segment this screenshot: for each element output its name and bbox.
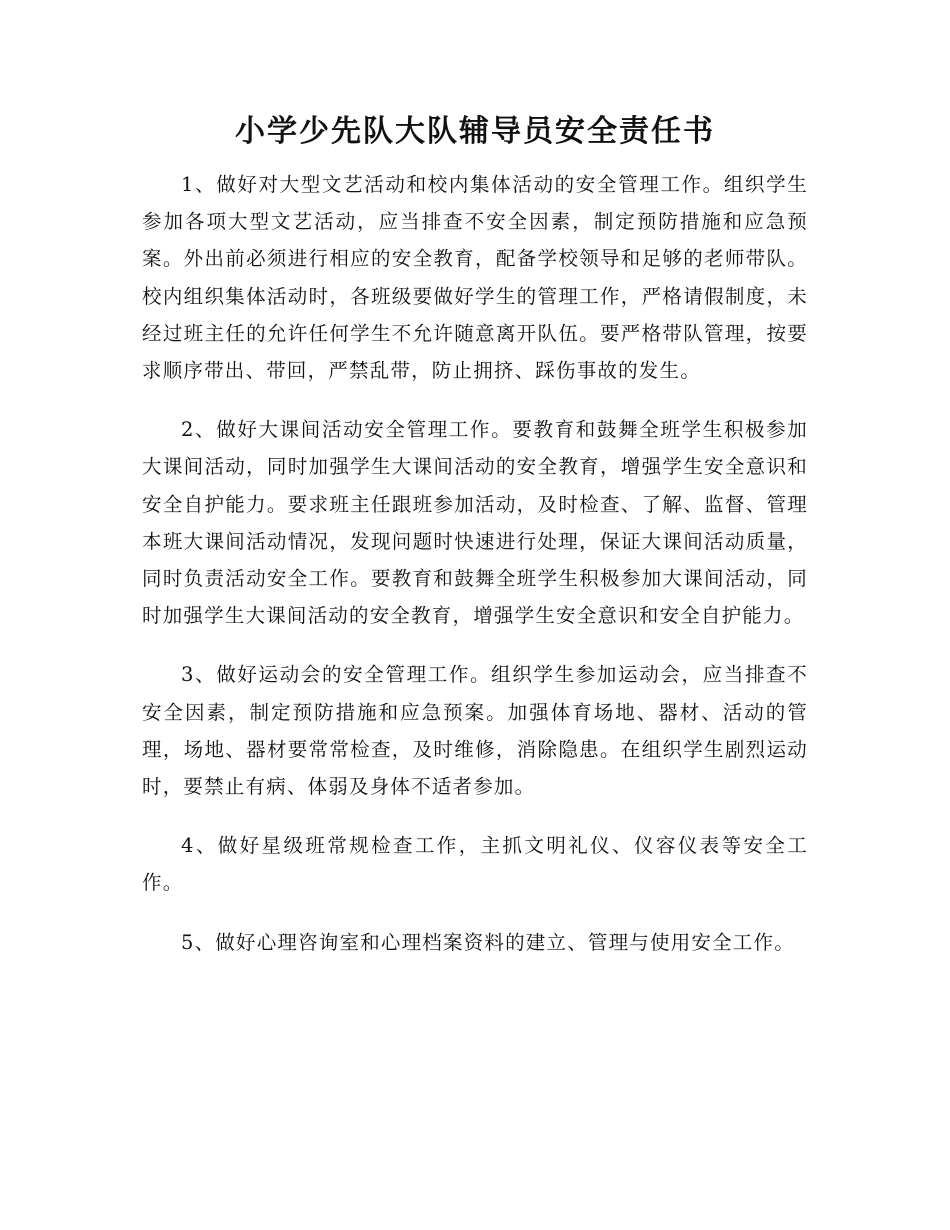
paragraph-1: 1、做好对大型文艺活动和校内集体活动的安全管理工作。组织学生参加各项大型文艺活动，应当排查不安全因素，制定预防措施和应急预案。外出前必须进行相应的安全教育，配备学校领导和足够的老师带队。校内组织集体活动时，各班级要做好学生的管理工作，严格请假制度，未经过班主任的允许任何学生不允许随意离开队伍。要严格带队管理，按要求顺序带出、带回，严禁乱带，防止拥挤、踩伤事故的发生。 (142, 173, 808, 383)
paragraph-5: 5、做好心理咨询室和心理档案资料的建立、管理与使用安全工作。 (181, 930, 795, 954)
document-body (142, 166, 808, 983)
paragraph-2: 2、做好大课间活动安全管理工作。要教育和鼓舞全班学生积极参加大课间活动，同时加强学生大课间活动的安全教育，增强学生安全意识和安全自护能力。要求班主任跟班参加活动，及时检查、了解、监督、管理本班大课间活动情况，发现问题时快速进行处理，保证大课间活动质量，同时负责活动安全工作。要教育和鼓舞全班学生积极参加大课间活动，同时加强学生大课间活动的安全教育，增强学生安全意识和安全自护能力。 (142, 418, 808, 628)
paragraph-4: 4、做好星级班常规检查工作，主抓文明礼仪、仪容仪表等安全工作。 (142, 834, 808, 895)
document-title: 小学少先队大队辅导员安全责任书 (235, 114, 715, 149)
paragraph-3: 3、做好运动会的安全管理工作。组织学生参加运动会，应当排查不安全因素，制定预防措施和应急预案。加强体育场地、器材、活动的管理，场地、器材要常常检查，及时维修，消除隐患。在组织学生剧烈运动时，要禁止有病、体弱及身体不适者参加。 (142, 663, 808, 799)
